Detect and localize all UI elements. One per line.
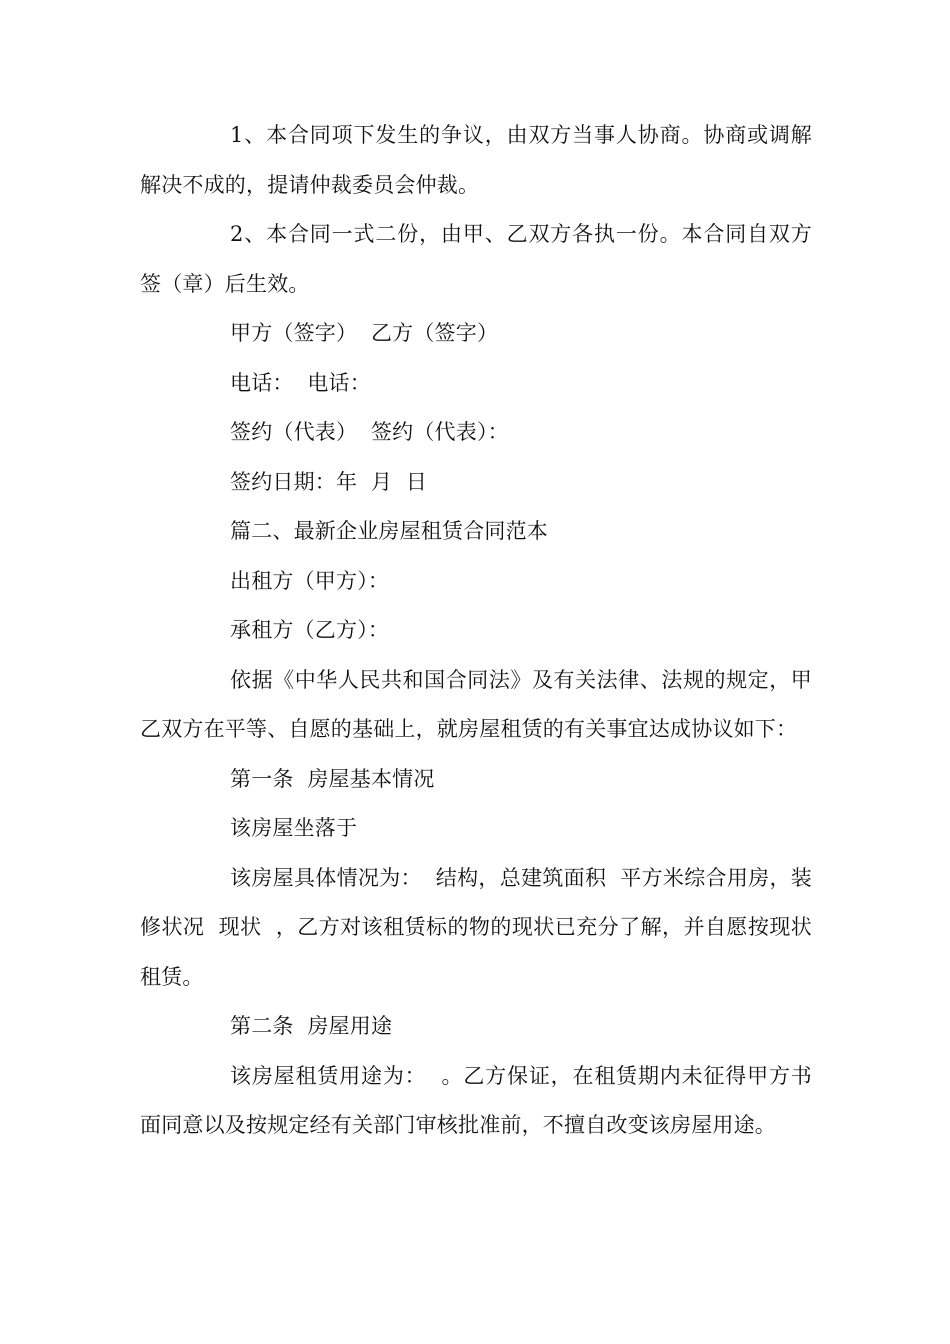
signature-parties: 甲方（签字） 乙方（签字） — [230, 321, 499, 345]
article-2-heading: 第二条 房屋用途 — [230, 1014, 393, 1038]
lessor-line: 出租方（甲方）： — [230, 568, 390, 593]
property-location: 该房屋坐落于 — [230, 816, 358, 840]
signature-representatives: 签约（代表） 签约（代表）： — [230, 420, 509, 444]
document-page — [140, 111, 812, 1151]
property-usage: 该房屋租赁用途为： 。乙方保证，在租赁期内未征得甲方书面同意以及按规定经有关部门审核批准前，不擅自改变该房屋用途。 — [140, 1063, 812, 1137]
paragraph-legal-basis: 依据《中华人民共和国合同法》及有关法律、法规的规定，甲乙双方在平等、自愿的基础上，就房屋租赁的有关事宜达成协议如下： — [140, 667, 812, 741]
paragraph-copies: 2、本合同一式二份，由甲、乙双方各执一份。本合同自双方签（章）后生效。 — [140, 222, 812, 296]
signature-date: 签约日期：年 月 日 — [230, 469, 428, 494]
lessee-line: 承租方（乙方）： — [230, 618, 390, 642]
section-title: 篇二、最新企业房屋租赁合同范本 — [230, 519, 548, 543]
signature-phones: 电话： 电话： — [230, 370, 371, 395]
property-details: 该房屋具体情况为： 结构，总建筑面积 平方米综合用房，装修状况 现状 ，乙方对该租赁标的物的现状已充分了解，并自愿按现状租赁。 — [140, 865, 812, 989]
article-1-heading: 第一条 房屋基本情况 — [230, 766, 435, 791]
paragraph-dispute-resolution: 1、本合同项下发生的争议，由双方当事人协商。协商或调解解决不成的，提请仲裁委员会仲裁。 — [140, 123, 812, 197]
